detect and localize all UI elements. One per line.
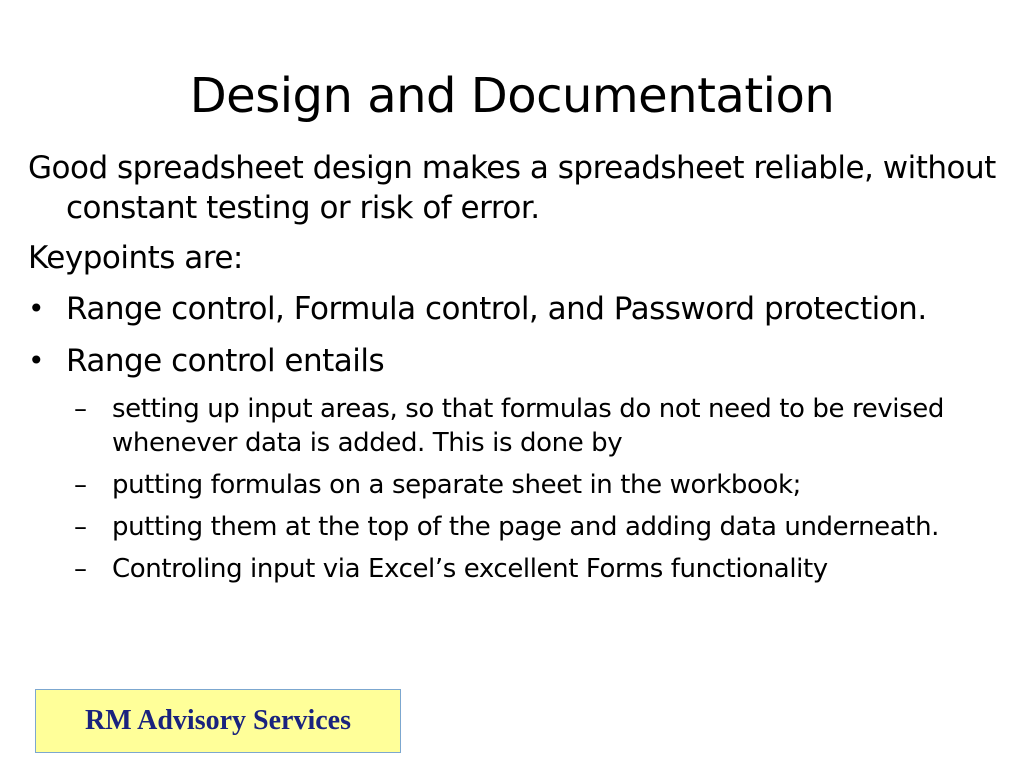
slide-title: Design and Documentation bbox=[189, 68, 835, 124]
dash-icon: – bbox=[74, 470, 87, 500]
brand-box bbox=[35, 689, 401, 753]
bullet-text: Range control, Formula control, and Password protection. bbox=[66, 291, 927, 327]
brand-label: RM Advisory Services bbox=[85, 705, 351, 736]
sub-bullet-text: setting up input areas, so that formulas do not need to be revised whenever data is added. This is done by bbox=[112, 394, 944, 458]
dash-icon: – bbox=[74, 554, 87, 584]
bullet-icon: • bbox=[28, 344, 45, 377]
sub-bullet-item bbox=[28, 392, 1013, 460]
bullet-item bbox=[28, 288, 1013, 330]
slide-body bbox=[28, 148, 1013, 594]
sub-bullet-item bbox=[28, 510, 1013, 544]
keypoints-label: Keypoints are: bbox=[28, 240, 243, 276]
sub-bullet-text: putting formulas on a separate sheet in the workbook; bbox=[112, 470, 802, 500]
bullet-icon: • bbox=[28, 292, 45, 325]
bullet-text: Range control entails bbox=[66, 343, 385, 379]
intro-paragraph: Good spreadsheet design makes a spreadsheet reliable, without constant testing or risk of error. bbox=[28, 150, 996, 226]
dash-icon: – bbox=[74, 394, 87, 424]
sub-bullet-text: Controling input via Excel’s excellent Forms functionality bbox=[112, 554, 828, 584]
sub-bullet-text: putting them at the top of the page and adding data underneath. bbox=[112, 512, 940, 542]
sub-bullet-item bbox=[28, 468, 1013, 502]
bullet-item bbox=[28, 340, 1013, 382]
sub-bullet-item bbox=[28, 552, 1013, 586]
dash-icon: – bbox=[74, 512, 87, 542]
